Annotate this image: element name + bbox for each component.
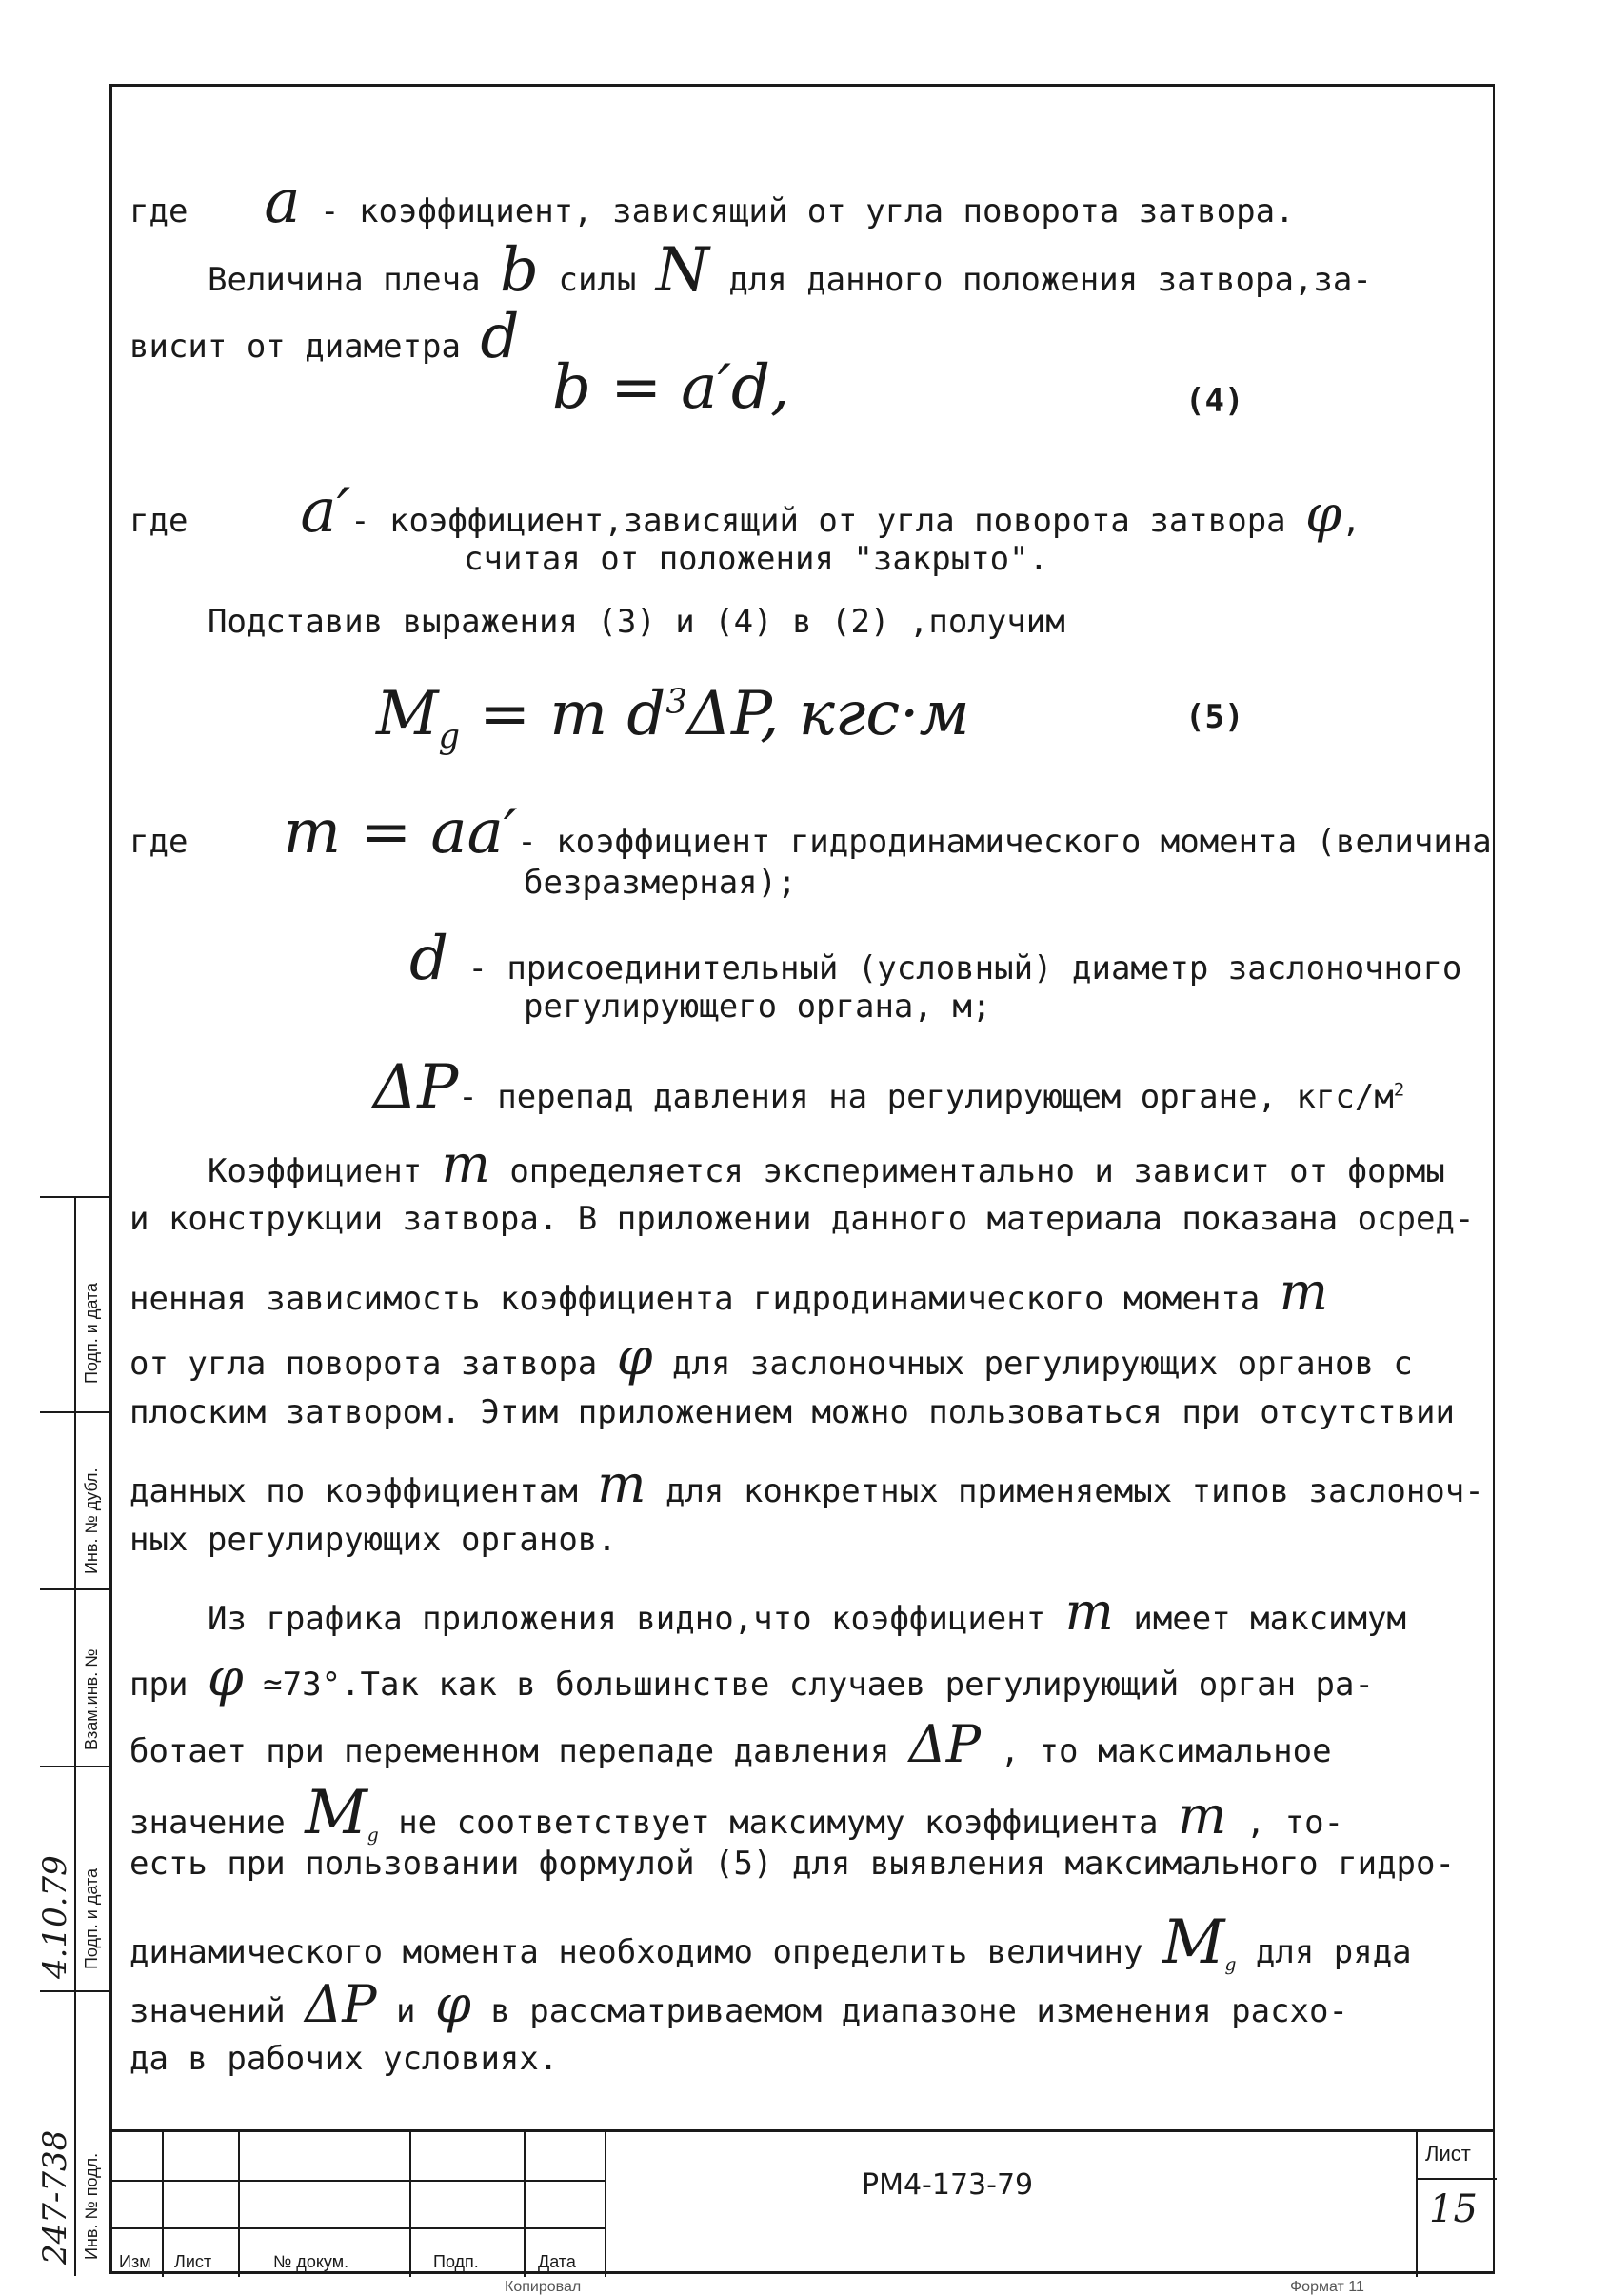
line-text: Из графика приложения видно,что коэффициент xyxy=(208,1600,1065,1638)
body-line-26 xyxy=(129,1907,1412,1978)
line-text: ботает при переменном перепаде давления xyxy=(129,1732,909,1770)
symbol-m: m xyxy=(441,1134,490,1194)
copied-by-label: Копировал xyxy=(505,2279,582,2295)
handwritten-inventory-number: 247-738 xyxy=(36,2129,74,2265)
col-doc: № докум. xyxy=(273,2252,349,2271)
where-word: где xyxy=(129,192,189,230)
equation-4 xyxy=(552,352,790,423)
format-label: Формат 11 xyxy=(1290,2279,1364,2295)
line-text: динамического момента необходимо определить величину xyxy=(129,1933,1162,1971)
body-line-18: плоским затвором. Этим приложением можно пользоваться при отсутствии xyxy=(129,1393,1455,1431)
symbol-b: b xyxy=(500,235,540,306)
handwritten-date: 4.10.79 xyxy=(36,1855,74,1979)
symbol-phi: φ xyxy=(1305,484,1341,544)
symbol-phi: φ xyxy=(435,1974,471,2034)
line-text: значение xyxy=(129,1804,306,1842)
subscript: g xyxy=(367,1825,379,1846)
eq-sup: 3 xyxy=(665,682,687,722)
line-text: для ряда xyxy=(1236,1933,1412,1971)
symbol-m: m xyxy=(597,1454,646,1514)
line-text: Величина плеча xyxy=(208,261,501,299)
where-word: где xyxy=(129,502,189,540)
col-change: Изм xyxy=(119,2252,151,2271)
title-block-row-line xyxy=(109,2180,605,2182)
body-line-14 xyxy=(208,1134,1445,1194)
body-line-2 xyxy=(208,235,1372,306)
symbol-m-def: m = aa′ xyxy=(283,797,518,868)
line-text: ненная зависимость коэффициента гидродинамического момента xyxy=(129,1280,1280,1318)
equation-4-number: (4) xyxy=(1185,382,1244,420)
body-line-20: ных регулирующих органов. xyxy=(129,1521,617,1559)
body-line-19 xyxy=(129,1454,1484,1514)
body-line-11 xyxy=(409,924,1462,994)
body-line-9 xyxy=(129,797,1492,868)
equation-4-formula: b = a′d, xyxy=(552,352,790,423)
sheet-box-divider xyxy=(1418,2178,1497,2180)
line-text: для данного положения затвора,за- xyxy=(708,261,1372,299)
sheet-number-box xyxy=(1416,2132,1497,2277)
line-text: и xyxy=(376,1992,435,2030)
line-text: для заслоночных регулирующих органов с xyxy=(652,1345,1413,1383)
line-text: Коэффициент xyxy=(208,1152,442,1190)
body-line-7: Подставив выражения (3) и (4) в (2) ,получим xyxy=(208,603,1065,641)
body-line-28: да в рабочих условиях. xyxy=(129,2040,559,2078)
document-code: РМ4-173-79 xyxy=(862,2168,1034,2202)
line-text: - перепад давления на регулирующем органе, кгс/м xyxy=(458,1078,1394,1116)
title-block-col-line xyxy=(409,2132,411,2277)
line-text: - коэффициент,зависящий от угла поворота затвора xyxy=(350,502,1306,540)
exponent: 2 xyxy=(1393,1080,1405,1101)
symbol-a: a xyxy=(264,167,301,237)
title-block-row-line xyxy=(109,2227,605,2229)
symbol-phi: φ xyxy=(616,1327,653,1387)
line-text: силы xyxy=(539,261,656,299)
label-dup-inv: Инв. № дубл. xyxy=(82,1467,101,1574)
line-text: значений xyxy=(129,1992,306,2030)
line-text: при xyxy=(129,1666,208,1704)
line-text: - коэффициент гидродинамического момента (величина xyxy=(517,823,1492,861)
body-line-12: регулирующего органа, м; xyxy=(524,988,992,1026)
equation-5 xyxy=(376,679,970,756)
title-block xyxy=(109,2129,1495,2277)
line-text: от угла поворота затвора xyxy=(129,1345,617,1383)
symbol-m: m xyxy=(1178,1786,1227,1846)
subscript: g xyxy=(1224,1954,1237,1975)
line-text: данных по коэффициентам xyxy=(129,1472,598,1510)
label-sign-date-1: Подп. и дата xyxy=(82,1282,101,1384)
title-block-col-line xyxy=(238,2132,240,2277)
line-text: висит от диаметра xyxy=(129,328,481,366)
symbol-d: d xyxy=(409,924,448,994)
equation-5-number: (5) xyxy=(1185,698,1244,736)
line-text: не соответствует максимуму коэффициента xyxy=(378,1804,1178,1842)
body-line-5 xyxy=(129,476,1361,547)
symbol-delta-p: ΔP xyxy=(908,1714,982,1774)
body-line-10: безразмерная); xyxy=(524,864,797,902)
symbol-M: M xyxy=(305,1778,367,1848)
body-line-23 xyxy=(129,1714,1332,1774)
body-line-3 xyxy=(129,302,520,372)
symbol-a-prime: a′ xyxy=(300,476,351,547)
col-date: Дата xyxy=(538,2252,576,2271)
line-text: ≃73°.Так как в большинстве случаев регулирующий орган ра- xyxy=(243,1666,1374,1704)
label-sign-date-2: Подп. и дата xyxy=(82,1867,101,1969)
sheet-number: 15 xyxy=(1429,2187,1478,2231)
line-text: , то- xyxy=(1226,1804,1344,1842)
body-line-6: считая от положения "закрыто". xyxy=(464,540,1049,578)
body-line-27 xyxy=(129,1974,1348,2034)
title-block-col-line xyxy=(605,2132,606,2277)
body-line-22 xyxy=(129,1647,1374,1707)
body-line-15: и конструкции затвора. В приложении данного материала показана осред- xyxy=(129,1200,1475,1238)
body-line-1 xyxy=(129,167,1295,237)
eq-part: ΔP, кгс·м xyxy=(686,679,970,749)
title-block-col-line xyxy=(524,2132,526,2277)
line-text: имеет максимум xyxy=(1113,1600,1406,1638)
col-sheet: Лист xyxy=(174,2252,212,2271)
col-sign: Подп. xyxy=(433,2252,479,2271)
label-orig-inv: Инв. № подл. xyxy=(82,2152,101,2260)
where-word: где xyxy=(129,823,189,861)
line-text: , то максимальное xyxy=(981,1732,1332,1770)
body-line-17 xyxy=(129,1327,1413,1387)
body-line-21 xyxy=(208,1582,1406,1642)
body-line-16 xyxy=(129,1262,1328,1322)
symbol-m: m xyxy=(1279,1262,1328,1322)
body-line-25: есть при пользовании формулой (5) для выявления максимального гидро- xyxy=(129,1845,1455,1883)
eq-part: M xyxy=(376,679,439,749)
label-replace-inv: Взам.инв. № xyxy=(82,1648,101,1750)
symbol-m: m xyxy=(1064,1582,1114,1642)
line-text: - присоединительный (условный) диаметр заслоночного xyxy=(447,949,1462,988)
line-text: определяется экспериментально и зависит от формы xyxy=(489,1152,1445,1190)
symbol-d: d xyxy=(480,302,520,372)
symbol-phi: φ xyxy=(207,1647,244,1707)
eq-sub: g xyxy=(438,716,461,756)
symbol-delta-p: ΔP xyxy=(373,1052,459,1123)
body-line-24 xyxy=(129,1778,1344,1848)
body-line-13 xyxy=(373,1052,1405,1123)
title-block-col-line xyxy=(162,2132,164,2277)
line-text: для конкретных применяемых типов заслоноч- xyxy=(646,1472,1484,1510)
margin-stamp xyxy=(36,1196,110,2276)
line-text: в рассматриваемом диапазоне изменения расхо- xyxy=(470,1992,1348,2030)
eq-part: = m d xyxy=(460,679,666,749)
line-text: , xyxy=(1341,502,1361,540)
sheet-label: Лист xyxy=(1425,2142,1471,2166)
symbol-delta-p: ΔP xyxy=(305,1974,377,2034)
symbol-N: N xyxy=(655,235,709,306)
symbol-M: M xyxy=(1162,1907,1225,1978)
line-text: - коэффициент, зависящий от угла поворота затвора. xyxy=(300,192,1295,230)
